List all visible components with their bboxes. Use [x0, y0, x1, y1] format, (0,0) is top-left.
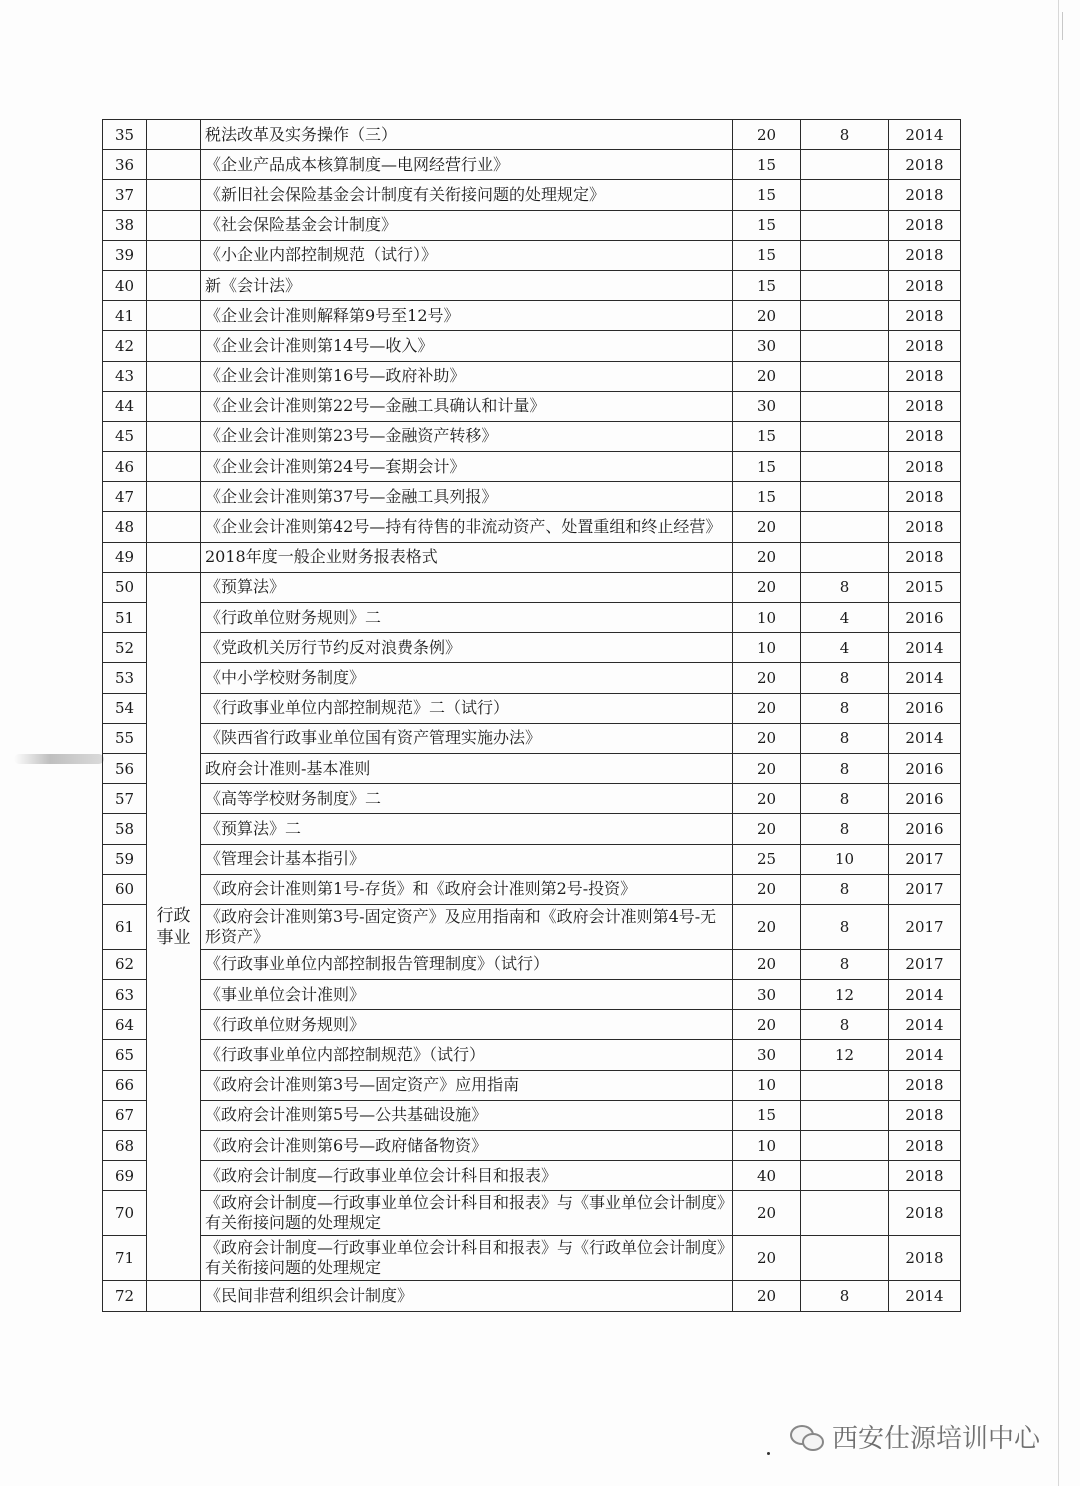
course-title: 《社会保险基金会计制度》: [201, 210, 733, 240]
row-number: 35: [103, 120, 147, 150]
value-b: [801, 180, 889, 210]
value-b: [801, 1070, 889, 1100]
table-body: [103, 120, 961, 1312]
wechat-icon: [790, 1423, 824, 1451]
table-row: [103, 331, 961, 361]
row-number: 41: [103, 301, 147, 331]
category-cell: [147, 120, 201, 150]
row-number: 72: [103, 1281, 147, 1311]
value-b: [801, 482, 889, 512]
year: 2014: [889, 663, 961, 693]
year: 2017: [889, 874, 961, 904]
category-cell: [147, 980, 201, 1010]
table-row: [103, 784, 961, 814]
year: 2018: [889, 361, 961, 391]
course-title: 《政府会计准则第1号-存货》和《政府会计准则第2号-投资》: [201, 874, 733, 904]
year: 2014: [889, 1281, 961, 1311]
scan-edge-line: [1058, 0, 1059, 1486]
row-number: 64: [103, 1010, 147, 1040]
year: 2016: [889, 693, 961, 723]
table-row: [103, 1040, 961, 1070]
value-b: [801, 240, 889, 270]
table-row: [103, 482, 961, 512]
year: 2018: [889, 482, 961, 512]
row-number: 52: [103, 633, 147, 663]
course-title: 《行政单位财务规则》二: [201, 603, 733, 633]
value-a: 20: [733, 301, 801, 331]
category-cell: [147, 210, 201, 240]
category-cell: [147, 633, 201, 663]
course-title: 《政府会计制度—行政事业单位会计科目和报表》: [201, 1161, 733, 1191]
value-a: 10: [733, 633, 801, 663]
value-b: 8: [801, 874, 889, 904]
category-cell: [147, 331, 201, 361]
value-b: [801, 210, 889, 240]
course-title: 《政府会计准则第5号—公共基础设施》: [201, 1100, 733, 1130]
course-title: 《企业会计准则第14号—收入》: [201, 331, 733, 361]
course-title: 《政府会计准则第3号—固定资产》应用指南: [201, 1070, 733, 1100]
value-a: 20: [733, 1191, 801, 1236]
row-number: 68: [103, 1131, 147, 1161]
course-title: 《陕西省行政事业单位国有资产管理实施办法》: [201, 723, 733, 753]
value-b: 8: [801, 723, 889, 753]
category-cell: [147, 1100, 201, 1130]
row-number: 70: [103, 1191, 147, 1236]
value-b: 8: [801, 949, 889, 979]
category-cell: [147, 270, 201, 300]
value-b: 8: [801, 904, 889, 949]
category-cell: [147, 572, 201, 602]
table-row: [103, 603, 961, 633]
table-row: [103, 1161, 961, 1191]
value-a: 20: [733, 693, 801, 723]
course-title: 2018年度一般企业财务报表格式: [201, 542, 733, 572]
table-row: [103, 1010, 961, 1040]
row-number: 62: [103, 949, 147, 979]
table-row: [103, 240, 961, 270]
course-title: 《行政事业单位内部控制规范》（试行）: [201, 1040, 733, 1070]
year: 2017: [889, 904, 961, 949]
table-row: [103, 1131, 961, 1161]
table-row: [103, 120, 961, 150]
row-number: 39: [103, 240, 147, 270]
table-row: [103, 693, 961, 723]
value-b: [801, 361, 889, 391]
value-a: 15: [733, 1100, 801, 1130]
row-number: 65: [103, 1040, 147, 1070]
row-number: 69: [103, 1161, 147, 1191]
year: 2018: [889, 542, 961, 572]
row-number: 71: [103, 1236, 147, 1281]
table-row: [103, 180, 961, 210]
value-b: 10: [801, 844, 889, 874]
row-number: 55: [103, 723, 147, 753]
table-row: [103, 512, 961, 542]
table-row: [103, 452, 961, 482]
table-row: [103, 210, 961, 240]
year: 2018: [889, 180, 961, 210]
value-b: 8: [801, 693, 889, 723]
course-title: 《行政单位财务规则》: [201, 1010, 733, 1040]
row-number: 49: [103, 542, 147, 572]
category-cell: [147, 150, 201, 180]
year: 2018: [889, 331, 961, 361]
row-number: 40: [103, 270, 147, 300]
category-cell: [147, 814, 201, 844]
category-cell: [147, 1281, 201, 1311]
value-a: 30: [733, 331, 801, 361]
value-b: [801, 452, 889, 482]
year: 2014: [889, 633, 961, 663]
table-row: [103, 1191, 961, 1236]
table-row: [103, 723, 961, 753]
row-number: 59: [103, 844, 147, 874]
row-number: 42: [103, 331, 147, 361]
table-row: [103, 361, 961, 391]
value-a: 20: [733, 784, 801, 814]
value-b: 12: [801, 1040, 889, 1070]
course-title: 《企业产品成本核算制度—电网经营行业》: [201, 150, 733, 180]
category-cell: [147, 512, 201, 542]
category-cell: [147, 1236, 201, 1281]
table-row: [103, 980, 961, 1010]
value-b: [801, 1191, 889, 1236]
course-title: 《新旧社会保险基金会计制度有关衔接问题的处理规定》: [201, 180, 733, 210]
value-a: 20: [733, 1010, 801, 1040]
category-cell: [147, 361, 201, 391]
value-a: 40: [733, 1161, 801, 1191]
row-number: 43: [103, 361, 147, 391]
value-a: 20: [733, 663, 801, 693]
scan-dot: [767, 1452, 770, 1455]
course-title: 《高等学校财务制度》二: [201, 784, 733, 814]
row-number: 37: [103, 180, 147, 210]
category-cell: [147, 753, 201, 783]
year: 2014: [889, 1040, 961, 1070]
course-title: 《预算法》: [201, 572, 733, 602]
value-a: 30: [733, 1040, 801, 1070]
value-a: 20: [733, 753, 801, 783]
value-a: 20: [733, 949, 801, 979]
year: 2018: [889, 301, 961, 331]
year: 2014: [889, 723, 961, 753]
value-b: [801, 1131, 889, 1161]
value-b: [801, 391, 889, 421]
row-number: 61: [103, 904, 147, 949]
table-row: [103, 391, 961, 421]
year: 2018: [889, 1070, 961, 1100]
value-b: 8: [801, 572, 889, 602]
table-row: [103, 633, 961, 663]
value-b: 12: [801, 980, 889, 1010]
course-title: 《管理会计基本指引》: [201, 844, 733, 874]
value-a: 20: [733, 874, 801, 904]
category-cell: [147, 240, 201, 270]
year: 2018: [889, 1131, 961, 1161]
course-title: 《预算法》二: [201, 814, 733, 844]
table-row: [103, 753, 961, 783]
category-cell: [147, 542, 201, 572]
year: 2016: [889, 814, 961, 844]
table-row: [103, 844, 961, 874]
year: 2018: [889, 512, 961, 542]
value-b: [801, 421, 889, 451]
value-a: 10: [733, 603, 801, 633]
value-a: 15: [733, 482, 801, 512]
course-title: 《企业会计准则第42号—持有待售的非流动资产、处置重组和终止经营》: [201, 512, 733, 542]
value-a: 20: [733, 572, 801, 602]
value-b: 8: [801, 1010, 889, 1040]
category-label: 行政 事业: [156, 905, 191, 948]
scan-smudge: [14, 754, 104, 764]
course-title: 税法改革及实务操作（三）: [201, 120, 733, 150]
value-b: 4: [801, 603, 889, 633]
year: 2018: [889, 391, 961, 421]
row-number: 67: [103, 1100, 147, 1130]
course-title: 《企业会计准则第37号—金融工具列报》: [201, 482, 733, 512]
category-cell: [147, 723, 201, 753]
year: 2016: [889, 603, 961, 633]
value-a: 20: [733, 1236, 801, 1281]
year: 2018: [889, 270, 961, 300]
course-title: 《政府会计准则第3号-固定资产》及应用指南和《政府会计准则第4号-无形资产》: [201, 904, 733, 949]
table-row: [103, 301, 961, 331]
value-a: 10: [733, 1070, 801, 1100]
year: 2014: [889, 120, 961, 150]
table-row: [103, 949, 961, 979]
table-row: [103, 1236, 961, 1281]
course-title: 新《会计法》: [201, 270, 733, 300]
course-title: 《党政机关厉行节约反对浪费条例》: [201, 633, 733, 663]
course-title: 《企业会计准则解释第9号至12号》: [201, 301, 733, 331]
value-a: 15: [733, 180, 801, 210]
year: 2018: [889, 240, 961, 270]
value-a: 20: [733, 814, 801, 844]
value-a: 25: [733, 844, 801, 874]
table-row: [103, 904, 961, 949]
year: 2014: [889, 1010, 961, 1040]
value-b: 8: [801, 663, 889, 693]
value-a: 20: [733, 512, 801, 542]
year: 2018: [889, 210, 961, 240]
category-cell: [147, 904, 201, 949]
year: 2018: [889, 421, 961, 451]
category-cell: [147, 874, 201, 904]
table-row: [103, 270, 961, 300]
watermark-text: 西安仕源培训中心: [832, 1424, 1041, 1454]
row-number: 45: [103, 421, 147, 451]
year: 2017: [889, 949, 961, 979]
row-number: 46: [103, 452, 147, 482]
row-number: 54: [103, 693, 147, 723]
row-number: 48: [103, 512, 147, 542]
table-row: [103, 150, 961, 180]
category-cell: [147, 421, 201, 451]
value-a: 15: [733, 150, 801, 180]
category-cell: [147, 1010, 201, 1040]
value-b: 8: [801, 784, 889, 814]
value-b: [801, 1161, 889, 1191]
table-row: [103, 814, 961, 844]
course-title: 《行政事业单位内部控制报告管理制度》（试行）: [201, 949, 733, 979]
course-title: 《民间非营利组织会计制度》: [201, 1281, 733, 1311]
year: 2018: [889, 452, 961, 482]
table-row: [103, 874, 961, 904]
value-a: 20: [733, 120, 801, 150]
value-a: 20: [733, 1281, 801, 1311]
value-b: [801, 512, 889, 542]
category-cell: [147, 1131, 201, 1161]
course-title: 《中小学校财务制度》: [201, 663, 733, 693]
row-number: 56: [103, 753, 147, 783]
course-title: 《行政事业单位内部控制规范》二（试行）: [201, 693, 733, 723]
course-title: 《企业会计准则第23号—金融资产转移》: [201, 421, 733, 451]
category-cell: [147, 1040, 201, 1070]
category-cell: [147, 1161, 201, 1191]
year: 2018: [889, 1236, 961, 1281]
category-cell: [147, 482, 201, 512]
row-number: 51: [103, 603, 147, 633]
value-b: 8: [801, 1281, 889, 1311]
row-number: 47: [103, 482, 147, 512]
row-number: 53: [103, 663, 147, 693]
year: 2018: [889, 1191, 961, 1236]
year: 2016: [889, 784, 961, 814]
row-number: 44: [103, 391, 147, 421]
value-b: [801, 301, 889, 331]
value-b: 8: [801, 814, 889, 844]
value-a: 10: [733, 1131, 801, 1161]
category-cell: [147, 1191, 201, 1236]
value-b: [801, 542, 889, 572]
course-catalog-table: [102, 119, 961, 1312]
row-number: 38: [103, 210, 147, 240]
watermark: [790, 1418, 1040, 1455]
value-b: 8: [801, 753, 889, 783]
value-b: 4: [801, 633, 889, 663]
table-row: [103, 1070, 961, 1100]
value-a: 15: [733, 210, 801, 240]
value-a: 20: [733, 361, 801, 391]
course-title: 《小企业内部控制规范（试行）》: [201, 240, 733, 270]
category-cell: [147, 301, 201, 331]
category-cell: [147, 1070, 201, 1100]
category-cell: [147, 663, 201, 693]
category-cell: [147, 693, 201, 723]
year: 2016: [889, 753, 961, 783]
course-title: 《政府会计准则第6号—政府储备物资》: [201, 1131, 733, 1161]
table-row: [103, 421, 961, 451]
value-a: 20: [733, 723, 801, 753]
course-title: 《政府会计制度—行政事业单位会计科目和报表》与《行政单位会计制度》有关衔接问题的处理规定: [201, 1236, 733, 1281]
course-title: 《政府会计制度—行政事业单位会计科目和报表》与《事业单位会计制度》有关衔接问题的处理规定: [201, 1191, 733, 1236]
category-cell: [147, 603, 201, 633]
year: 2018: [889, 1161, 961, 1191]
row-number: 50: [103, 572, 147, 602]
value-a: 15: [733, 452, 801, 482]
category-cell: [147, 180, 201, 210]
value-a: 15: [733, 421, 801, 451]
course-title: 《事业单位会计准则》: [201, 980, 733, 1010]
row-number: 63: [103, 980, 147, 1010]
course-title: 《企业会计准则第16号—政府补助》: [201, 361, 733, 391]
year: 2015: [889, 572, 961, 602]
value-b: 8: [801, 120, 889, 150]
category-cell: [147, 391, 201, 421]
course-title: 政府会计准则-基本准则: [201, 753, 733, 783]
value-a: 30: [733, 980, 801, 1010]
value-a: 15: [733, 270, 801, 300]
table-row: [103, 542, 961, 572]
year: 2018: [889, 1100, 961, 1130]
row-number: 57: [103, 784, 147, 814]
category-cell: [147, 949, 201, 979]
table-row: [103, 572, 961, 602]
value-a: 30: [733, 391, 801, 421]
row-number: 58: [103, 814, 147, 844]
value-b: [801, 331, 889, 361]
table-row: [103, 1100, 961, 1130]
value-a: 20: [733, 904, 801, 949]
year: 2017: [889, 844, 961, 874]
row-number: 36: [103, 150, 147, 180]
year: 2018: [889, 150, 961, 180]
category-cell: [147, 452, 201, 482]
category-cell: [147, 784, 201, 814]
row-number: 66: [103, 1070, 147, 1100]
course-title: 《企业会计准则第22号—金融工具确认和计量》: [201, 391, 733, 421]
value-b: [801, 1100, 889, 1130]
year: 2014: [889, 980, 961, 1010]
table-row: [103, 663, 961, 693]
value-b: [801, 270, 889, 300]
value-a: 15: [733, 240, 801, 270]
scan-edge-mark: [1062, 12, 1063, 40]
table-row: [103, 1281, 961, 1311]
row-number: 60: [103, 874, 147, 904]
value-a: 20: [733, 542, 801, 572]
value-b: [801, 150, 889, 180]
value-b: [801, 1236, 889, 1281]
course-title: 《企业会计准则第24号—套期会计》: [201, 452, 733, 482]
category-cell: [147, 844, 201, 874]
